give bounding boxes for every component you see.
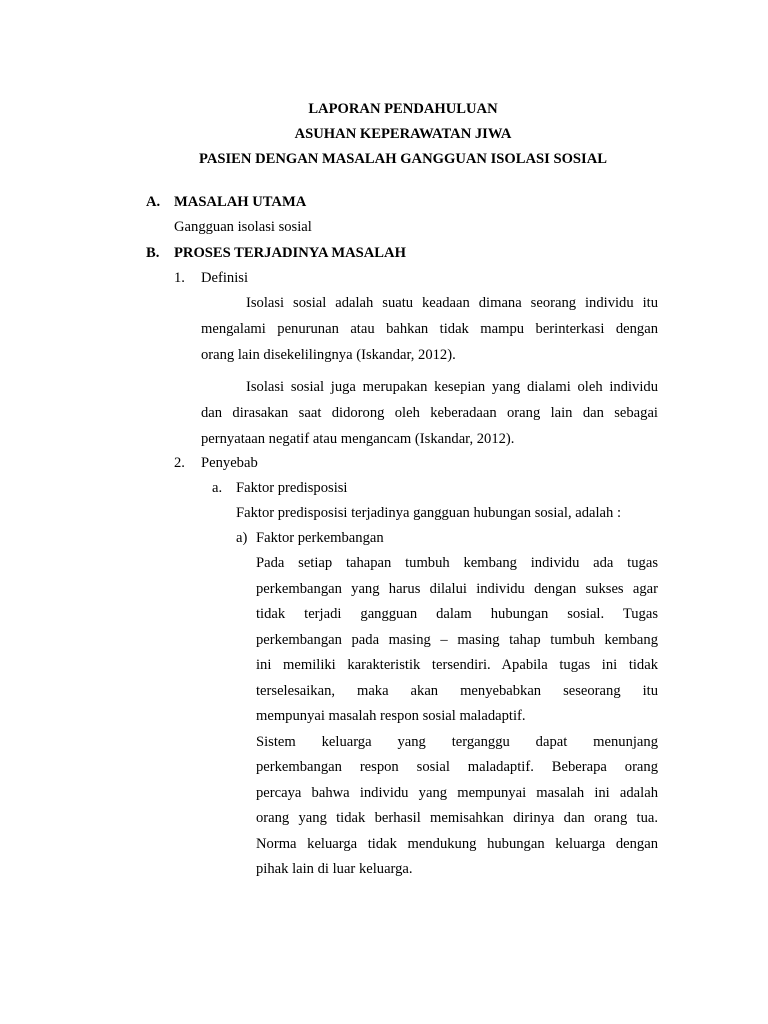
section-a-content: Gangguan isolasi sosial: [174, 219, 312, 235]
item-2-label: Penyebab: [201, 455, 258, 471]
perkembangan-para1-line2: perkembangan yang harus dilalui individu dengan sukses agar: [256, 581, 658, 597]
section-a-marker: A.: [146, 194, 161, 210]
title-line-2: ASUHAN KEPERAWATAN JIWA: [294, 126, 512, 142]
definisi-para1-line3: orang lain disekelilingnya (Iskandar, 2012).: [201, 347, 456, 363]
title-line-3: PASIEN DENGAN MASALAH GANGGUAN ISOLASI SOSIAL: [198, 151, 608, 167]
definisi-para1-line2: mengalami penurunan atau bahkan tidak mampu berinterkasi dengan: [201, 321, 658, 337]
section-b-marker: B.: [146, 245, 160, 261]
item-1-marker: 1.: [174, 270, 185, 286]
perkembangan-para2-line6: pihak lain di luar keluarga.: [256, 861, 413, 877]
sub-a-label: Faktor predisposisi: [236, 480, 348, 496]
perkembangan-para2-line3: percaya bahwa individu yang mempunyai masalah ini adalah: [256, 785, 658, 801]
sub-a1-label: Faktor perkembangan: [256, 530, 384, 546]
definisi-para2-line3: pernyataan negatif atau mengancam (Iskandar, 2012).: [201, 431, 515, 447]
perkembangan-para1-line1: Pada setiap tahapan tumbuh kembang individu ada tugas: [256, 555, 658, 571]
definisi-para2-line1: Isolasi sosial juga merupakan kesepian yang dialami oleh individu: [246, 379, 658, 395]
definisi-para2-line2: dan dirasakan saat didorong oleh keberadaan orang lain dan sebagai: [201, 405, 658, 421]
perkembangan-para1-line5: ini memiliki karakteristik tersendiri. Apabila tugas ini tidak: [256, 657, 658, 673]
item-1-label: Definisi: [201, 270, 249, 286]
perkembangan-para2-line2: perkembangan respon sosial maladaptif. Beberapa orang: [256, 759, 658, 775]
perkembangan-para2-line4: orang yang tidak berhasil memisahkan dirinya dan orang tua.: [256, 810, 658, 826]
definisi-para1-line1: Isolasi sosial adalah suatu keadaan dimana seorang individu itu: [246, 295, 658, 311]
perkembangan-para1-line3: tidak terjadi gangguan dalam hubungan sosial. Tugas: [256, 606, 658, 622]
section-a-heading: MASALAH UTAMA: [174, 194, 307, 210]
perkembangan-para2-line1: Sistem keluarga yang terganggu dapat menunjang: [256, 734, 658, 750]
perkembangan-para2-line5: Norma keluarga tidak mendukung hubungan keluarga dengan: [256, 836, 658, 852]
perkembangan-para1-line7: mempunyai masalah respon sosial maladaptif.: [256, 708, 526, 724]
sub-a-marker: a.: [212, 480, 223, 496]
perkembangan-para1-line6: terselesaikan, maka akan menyebabkan seseorang itu: [256, 683, 658, 699]
sub-a1-marker: a): [236, 530, 248, 546]
perkembangan-para1-line4: perkembangan pada masing – masing tahap tumbuh kembang: [256, 632, 658, 648]
section-b-heading: PROSES TERJADINYA MASALAH: [174, 245, 406, 261]
sub-a-intro: Faktor predisposisi terjadinya gangguan hubungan sosial, adalah :: [236, 505, 622, 521]
item-2-marker: 2.: [174, 455, 185, 471]
title-line-1: LAPORAN PENDAHULUAN: [308, 101, 498, 117]
